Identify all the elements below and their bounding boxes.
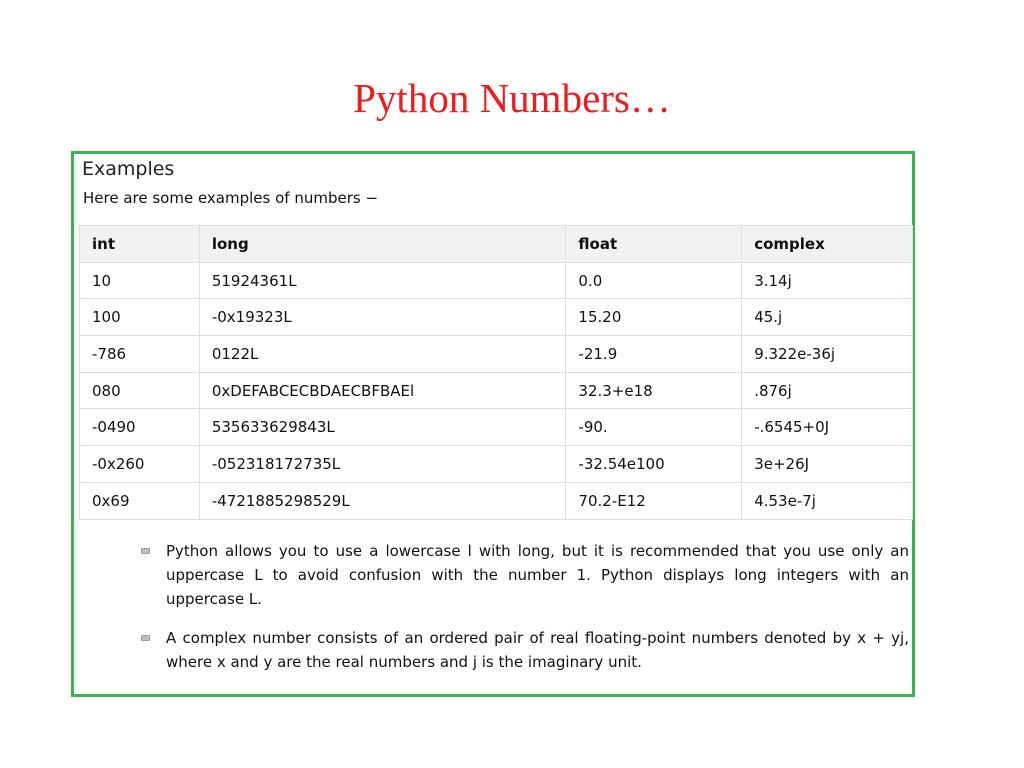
list-item xyxy=(134,626,909,674)
table-cell: 10 xyxy=(80,262,200,299)
numbers-table xyxy=(79,225,913,520)
column-header-int: int xyxy=(80,226,200,263)
slide-title: Python Numbers… xyxy=(353,75,671,121)
table-cell: -.6545+0J xyxy=(742,409,913,446)
table-cell: -4721885298529L xyxy=(199,482,566,519)
table-cell: -21.9 xyxy=(566,336,742,373)
table-row xyxy=(80,409,913,446)
table-cell: -90. xyxy=(566,409,742,446)
table-cell: 70.2-E12 xyxy=(566,482,742,519)
note-text: Python allows you to use a lowercase l with long, but it is recommended that you use only an uppercase L to avoid confusion with the number 1. Python displays long integers with an uppercase L. xyxy=(166,542,909,608)
table-cell: 535633629843L xyxy=(199,409,566,446)
square-bullet-icon xyxy=(141,548,150,554)
notes-list xyxy=(134,539,909,689)
table-header-row xyxy=(80,226,913,263)
table-cell: 0x69 xyxy=(80,482,200,519)
table-cell: 4.53e-7j xyxy=(742,482,913,519)
note-text: A complex number consists of an ordered pair of real floating-point numbers denoted by x + yj, where x and y are the real numbers and j is the imaginary unit. xyxy=(166,629,909,671)
table-row xyxy=(80,336,913,373)
examples-panel xyxy=(71,151,915,697)
table-cell: 3.14j xyxy=(742,262,913,299)
table-cell: -0x19323L xyxy=(199,299,566,336)
table-cell: 0xDEFABCECBDAECBFBAEl xyxy=(199,372,566,409)
table-cell: 080 xyxy=(80,372,200,409)
table-cell: 0.0 xyxy=(566,262,742,299)
table-cell: 9.322e-36j xyxy=(742,336,913,373)
table-cell: 100 xyxy=(80,299,200,336)
table-row xyxy=(80,262,913,299)
list-item xyxy=(134,539,909,611)
examples-heading: Examples xyxy=(82,158,175,180)
table-row xyxy=(80,299,913,336)
table-cell: .876j xyxy=(742,372,913,409)
table-cell: -786 xyxy=(80,336,200,373)
table-row xyxy=(80,446,913,483)
table-cell: 32.3+e18 xyxy=(566,372,742,409)
table-cell: -0490 xyxy=(80,409,200,446)
table-row xyxy=(80,372,913,409)
square-bullet-icon xyxy=(141,635,150,641)
table-cell: 3e+26J xyxy=(742,446,913,483)
column-header-long: long xyxy=(199,226,566,263)
examples-intro: Here are some examples of numbers − xyxy=(83,189,379,207)
table-cell: -32.54e100 xyxy=(566,446,742,483)
table-cell: -052318172735L xyxy=(199,446,566,483)
table-row xyxy=(80,482,913,519)
column-header-float: float xyxy=(566,226,742,263)
table-cell: 45.j xyxy=(742,299,913,336)
column-header-complex: complex xyxy=(742,226,913,263)
table-cell: 15.20 xyxy=(566,299,742,336)
table-cell: 51924361L xyxy=(199,262,566,299)
table-cell: 0122L xyxy=(199,336,566,373)
table-cell: -0x260 xyxy=(80,446,200,483)
